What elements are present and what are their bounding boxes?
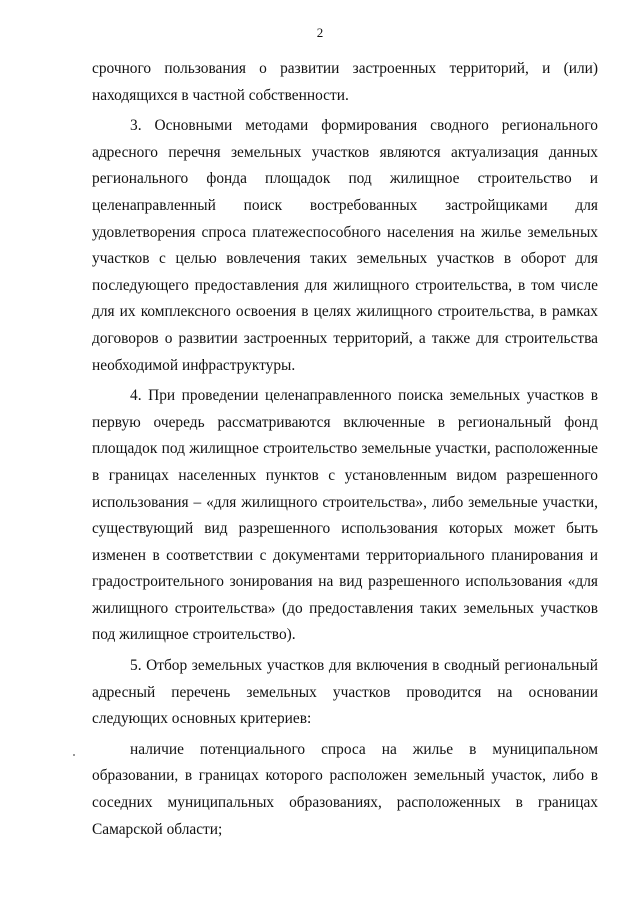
paragraph-item-4: 4. При проведении целенаправленного поиска земельных участков в первую очередь рассматриваются включенные в региональный фонд площадок под жилищное строительство земельные участки, расположенные в границах населенных пунктов с установленным видом разрешенного использования – «для жилищного строительства», либо земельные участки, существующий вид разрешенного использования которых может быть изменен в соответствии с документами территориального планирования и градостроительного зонирования на вид разрешенного использования «для жилищного строительства» (до предоставления таких земельных участков под жилищное строительство). <box>92 387 598 644</box>
scan-speck <box>73 754 75 756</box>
paragraph-item-5: 5. Отбор земельных участков для включения в сводный региональный адресный перечень земельных участков проводится на основании следующих основных критериев: <box>92 657 598 728</box>
paragraph-item-3: 3. Основными методами формирования сводного регионального адресного перечня земельных участков являются актуализация данных регионального фонда площадок под жилищное строительство и целенаправленный поиск востребованных застройщиками для удовлетворения спроса платежеспособного населения на жилье земельных участков с целью вовлечения таких земельных участков в оборот для последующего предоставления для жилищного строительства, в том числе для их комплексного освоения в целях жилищного строительства, в рамках договоров о развитии застроенных территорий, а также для строительства необходимой инфраструктуры. <box>92 117 598 374</box>
paragraph-criterion-1: наличие потенциального спроса на жилье в муниципальном образовании, в границах которого расположен земельный участок, либо в соседних муниципальных образованиях, расположенных в границах Самарской области; <box>92 740 598 838</box>
paragraph-continuation: срочного пользования о развитии застроенных территорий, и (или) находящихся в частной собственности. <box>92 60 598 104</box>
page-number: 2 <box>316 25 324 40</box>
document-body <box>92 56 598 847</box>
